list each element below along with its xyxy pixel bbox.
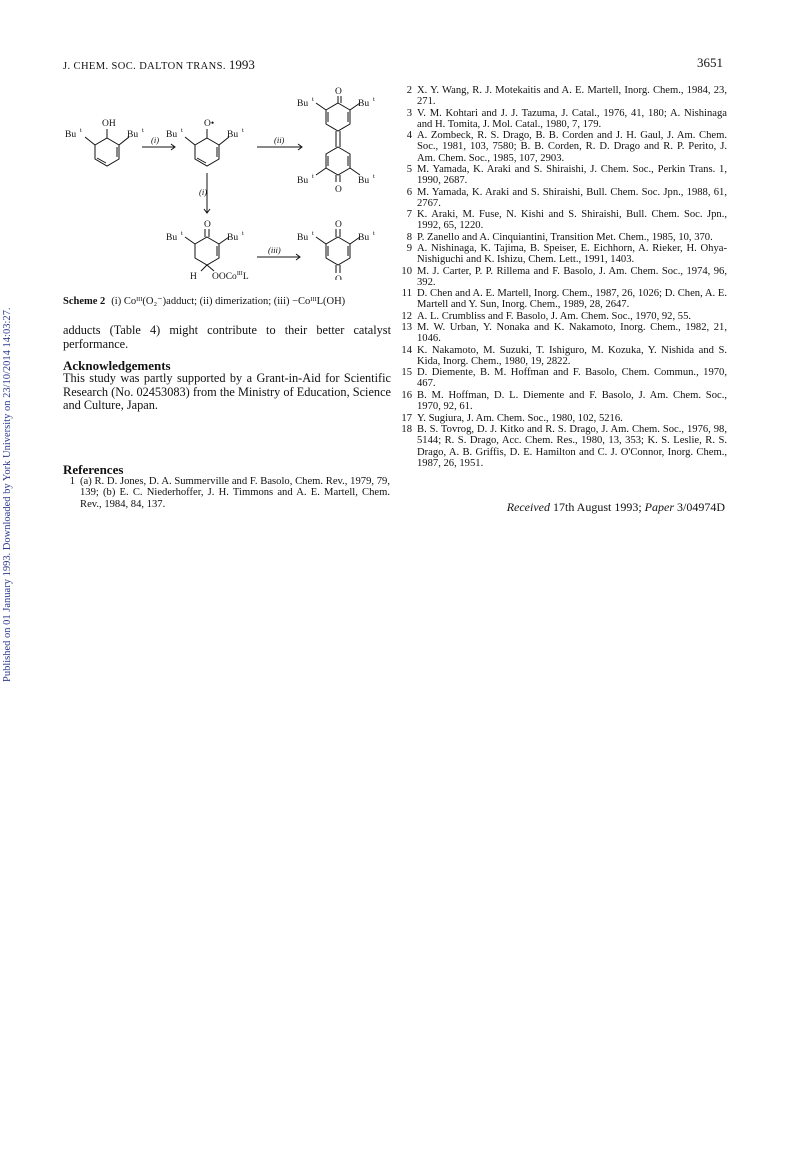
- label-but: Bu: [227, 130, 239, 140]
- reference-number: 1: [69, 476, 75, 487]
- reference-text: A. L. Crumbliss and F. Basolo, J. Am. Chem. Soc., 1970, 92, 55.: [417, 311, 692, 322]
- label-but: Bu: [65, 130, 77, 140]
- svg-text:t: t: [373, 230, 375, 237]
- label-step-i: (i): [199, 187, 208, 197]
- label-step-i: (i): [151, 135, 160, 145]
- label-but: Bu: [166, 130, 178, 140]
- svg-text:t: t: [312, 230, 314, 237]
- label-o: O: [204, 220, 211, 230]
- reference-number: 15: [401, 367, 412, 378]
- label-h: H: [190, 272, 197, 280]
- reference-text: M. W. Urban, Y. Nonaka and K. Nakamoto, Inorg. Chem., 1982, 21, 1046.: [417, 322, 727, 345]
- label-but: Bu: [358, 233, 370, 243]
- scheme-caption-text: (i) Coᴵᴵᴵ(O₂⁻)adduct; (ii) dimerization; (iii) −CoᴵᴵᴵL(OH): [111, 296, 346, 307]
- reference-text: M. Yamada, K. Araki and S. Shiraishi, J. Chem. Soc., Perkin Trans. 1, 1990, 2687.: [417, 164, 727, 187]
- reference-number: 11: [401, 288, 412, 299]
- reference-text: B. M. Hoffman, D. L. Diemente and F. Basolo, J. Am. Chem. Soc., 1970, 92, 61.: [417, 390, 727, 413]
- acknowledgements-text: This study was partly supported by a Grant-in-Aid for Scientific Research (No. 02453083) from the Ministry of Education, Science and Culture, Japan.: [63, 371, 391, 412]
- reference-text: Y. Sugiura, J. Am. Chem. Soc., 1980, 102, 5216.: [417, 413, 623, 424]
- label-oocol: OOCo$^{III}$L: [212, 271, 249, 280]
- reference-number: 16: [401, 390, 412, 401]
- scheme-caption-label: Scheme 2: [63, 296, 106, 307]
- received-line: Received 17th August 1993; Paper 3/04974D: [506, 500, 725, 514]
- label-step-ii: (ii): [274, 135, 285, 145]
- svg-text:t: t: [312, 96, 314, 103]
- reference-number: 3: [406, 108, 412, 119]
- reference-number: 2: [406, 85, 412, 96]
- label-o: O: [335, 220, 342, 230]
- reference-text: K. Araki, M. Fuse, N. Kishi and S. Shiraishi, Bull. Chem. Soc. Jpn., 1992, 65, 1220.: [417, 209, 727, 232]
- svg-text:t: t: [181, 127, 183, 134]
- reference-number: 9: [406, 243, 412, 254]
- reference-text: X. Y. Wang, R. J. Motekaitis and A. E. Martell, Inorg. Chem., 1984, 23, 271.: [417, 85, 727, 108]
- svg-text:t: t: [242, 230, 244, 237]
- reference-text: K. Nakamoto, M. Suzuki, T. Ishiguro, M. Kozuka, Y. Nishida and S. Kida, Inorg. Chem., 1980, 19, 2822.: [417, 345, 727, 368]
- reference-number: 13: [401, 322, 412, 333]
- download-notice: Published on 01 January 1993. Downloaded by York University on 23/10/2014 14:03:27.: [2, 307, 13, 682]
- label-o: O: [335, 185, 342, 195]
- label-o-radical: O•: [204, 119, 215, 129]
- reference-number: 5: [406, 164, 412, 175]
- reference-number: 6: [406, 187, 412, 198]
- label-but: Bu: [297, 233, 309, 243]
- running-header-year: 1993: [228, 57, 255, 72]
- label-step-iii: (iii): [268, 245, 281, 255]
- reference-text: A. Zombeck, R. S. Drago, B. B. Corden and J. H. Gaul, J. Am. Chem. Soc., 1981, 103, 7580; B. B. Corden, R. D. Drago and R. P. Perito, J. Am. Chem. Soc., 1985, 107, 2903.: [417, 130, 727, 164]
- label-but: Bu: [227, 233, 239, 243]
- reference-text: M. Yamada, K. Araki and S. Shiraishi, Bull. Chem. Soc. Jpn., 1988, 61, 2767.: [417, 187, 727, 210]
- reference-number: 7: [406, 209, 412, 220]
- reference-number: 10: [401, 266, 412, 277]
- reference-text: D. Chen and A. E. Martell, Inorg. Chem., 1987, 26, 1026; D. Chen, A. E. Martell and Y. Sun, Inorg. Chem., 1989, 28, 2647.: [417, 288, 727, 311]
- running-header-journal: J. CHEM. SOC. DALTON TRANS. 1993: [63, 57, 255, 72]
- label-but: Bu: [297, 176, 309, 186]
- svg-text:t: t: [312, 173, 314, 180]
- reference-text: A. Nishinaga, K. Tajima, B. Speiser, E. Eichhorn, A. Rieker, H. Ohya-Nishiguchi and K. Ishizu, Chem. Lett., 1991, 1403.: [417, 243, 727, 266]
- reference-text: B. S. Tovrog, D. J. Kitko and R. S. Drago, J. Am. Chem. Soc., 1976, 98, 5144; R. S. Drago, Acc. Chem. Res., 1980, 13, 353; K. S. Leslie, R. S. Drago, A. B. Griffis, D. E. Hamilton and C. J. O'Connor, Inorg. Chem., 1987, 26, 1951.: [417, 424, 727, 470]
- reference-number: 18: [401, 424, 412, 435]
- reference-number: 8: [406, 232, 412, 243]
- svg-text:t: t: [242, 127, 244, 134]
- acknowledgements-heading: Acknowledgements: [63, 358, 171, 373]
- label-but: Bu: [358, 99, 370, 109]
- reference-number: 12: [401, 311, 412, 322]
- svg-text:t: t: [373, 173, 375, 180]
- svg-text:t: t: [373, 96, 375, 103]
- label-oh: OH: [102, 119, 116, 129]
- label-but: Bu: [297, 99, 309, 109]
- reference-text: M. J. Carter, P. P. Rillema and F. Basolo, J. Am. Chem. Soc., 1974, 96, 392.: [417, 266, 727, 289]
- reference-number: 17: [401, 413, 412, 424]
- label-o: O: [335, 275, 342, 280]
- reference-number: 4: [406, 130, 412, 141]
- reference-text: D. Diemente, B. M. Hoffman and F. Basolo, Chem. Commun., 1970, 467.: [417, 367, 727, 390]
- reference-text: V. M. Kohtari and J. J. Tazuma, J. Catal., 1976, 41, 180; A. Nishinaga and H. Tomita, J. Mol. Catal., 1980, 7, 179.: [417, 108, 727, 131]
- svg-text:t: t: [181, 230, 183, 237]
- label-but: Bu: [358, 176, 370, 186]
- body-paragraph: adducts (Table 4) might contribute to their better catalyst performance.: [63, 323, 391, 351]
- svg-text:t: t: [142, 127, 144, 134]
- reference-number: 14: [401, 345, 412, 356]
- reference-text: P. Zanello and A. Cinquiantini, Transition Met. Chem., 1985, 10, 370.: [417, 232, 713, 243]
- reference-text: (a) R. D. Jones, D. A. Summerville and F. Basolo, Chem. Rev., 1979, 79, 139; (b) E. C. Niederhoffer, J. H. Timmons and A. E. Martell, Chem. Rev., 1984, 84, 137.: [80, 476, 390, 510]
- references-heading: References: [63, 462, 124, 477]
- label-o: O: [335, 87, 342, 97]
- page-number: 3651: [697, 55, 723, 70]
- svg-text:t: t: [80, 127, 82, 134]
- label-but: Bu: [127, 130, 139, 140]
- label-but: Bu: [166, 233, 178, 243]
